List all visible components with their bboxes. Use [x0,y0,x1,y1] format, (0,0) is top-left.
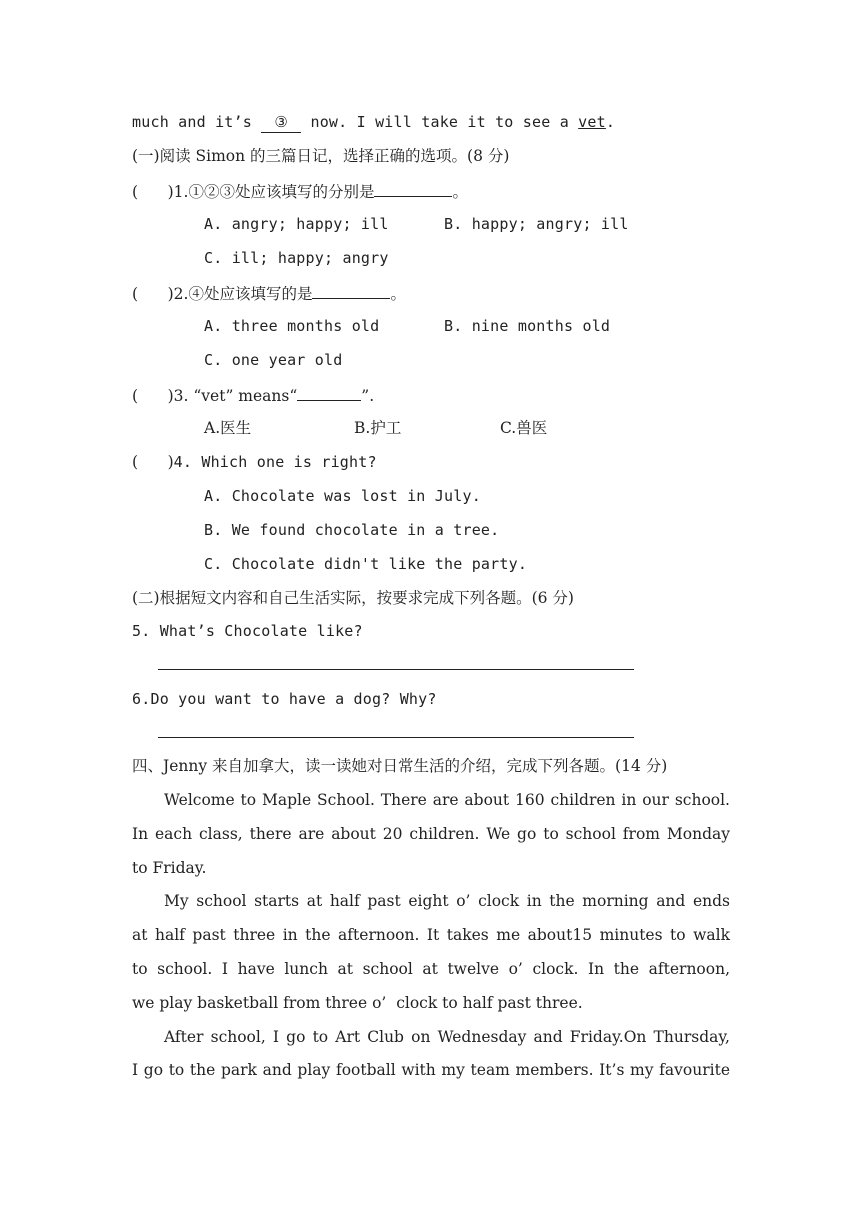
option-c: C. Chocolate didn't like the party. [204,555,528,573]
passage-text: now. I will take it to see a [301,113,579,131]
question-3 [132,384,374,406]
question-6: 6.Do you want to have a dog? Why? [132,690,437,708]
punctuation: 。 [390,285,406,303]
paragraph-2-line: we play basketball from three o’ clock to half past three. [132,994,583,1012]
paragraph-1-line: Welcome to Maple School. There are about 160 children in our school. [164,791,730,809]
answer-blank[interactable] [297,384,361,401]
answer-line-5[interactable] [158,669,634,670]
option-c: C. one year old [204,351,343,369]
question-text: 4. Which one is right? [173,453,377,471]
section-heading-part1: (一)阅读 Simon 的三篇日记，选择正确的选项。(8 分) [132,147,510,165]
punctuation: 。 [452,183,468,201]
answer-blank[interactable] [312,282,390,299]
paragraph-3-line: I go to the park and play football with my team members. It’s my favourite [132,1061,730,1079]
passage-continuation-line [132,112,615,133]
option-b: B.护工 [354,419,402,437]
option-a: A. angry; happy; ill [204,215,389,233]
paragraph-1-line: to Friday. [132,859,207,877]
option-b: B. We found chocolate in a tree. [204,521,500,539]
passage-text: much and it’s [132,113,262,131]
paragraph-2-line: at half past three in the afternoon. It takes me about15 minutes to walk [132,926,730,944]
punctuation: ”. [361,387,375,405]
question-5: 5. What’s Chocolate like? [132,622,363,640]
option-a: A. Chocolate was lost in July. [204,487,481,505]
option-b: B. happy; angry; ill [444,215,629,233]
answer-bracket[interactable]: ( ) [132,453,174,471]
period: . [605,113,616,131]
answer-bracket[interactable]: ( ) [132,183,174,201]
option-b: B. nine months old [444,317,611,335]
question-4 [132,452,377,472]
question-2 [132,282,406,304]
option-a: A.医生 [204,419,252,437]
answer-bracket[interactable]: ( ) [132,285,174,303]
answer-blank[interactable] [374,180,452,197]
blank-3: ③ [261,112,301,133]
answer-bracket[interactable]: ( ) [132,387,174,405]
option-c: C. ill; happy; angry [204,249,389,267]
question-text: 2.④处应该填写的是 [173,285,313,303]
question-text: 3. “vet” means“ [173,387,298,405]
option-a: A. three months old [204,317,380,335]
option-c: C.兽医 [500,419,548,437]
question-text: 1.①②③处应该填写的分别是 [173,183,375,201]
section-heading-part2: (二)根据短文内容和自己生活实际，按要求完成下列各题。(6 分) [132,589,574,607]
answer-line-6[interactable] [158,737,634,738]
paragraph-3-line: After school, I go to Art Club on Wednesday and Friday.On Thursday, [164,1028,730,1046]
question-1 [132,180,468,202]
paragraph-2-line: My school starts at half past eight o’ clock in the morning and ends [164,892,730,910]
underlined-word-vet: vet [578,113,606,131]
paragraph-2-line: to school. I have lunch at school at twelve o’ clock. In the afternoon, [132,960,730,978]
section-heading-part4: 四、Jenny 来自加拿大，读一读她对日常生活的介绍，完成下列各题。(14 分) [132,757,668,775]
paragraph-1-line: In each class, there are about 20 children. We go to school from Monday [132,825,730,843]
